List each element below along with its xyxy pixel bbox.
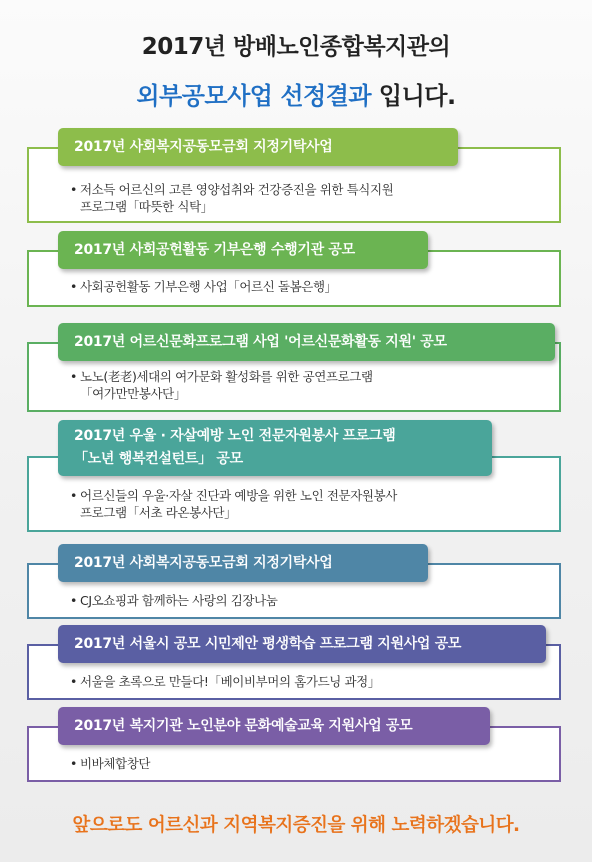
page-title-line2 <box>0 76 592 111</box>
section-7-header: 2017년 복지기관 노인분야 문화예술교육 지원사업 공모 <box>58 707 490 745</box>
section-3-desc: • 노노(老老)세대의 여가문화 활성화를 위한 공연프로그램 「여가만만봉사단」 <box>70 369 373 401</box>
section-5-desc: • CJ오쇼핑과 함께하는 사랑의 김장나눔 <box>70 593 278 608</box>
footer-message: 앞으로도 어르신과 지역복지증진을 위해 노력하겠습니다. <box>72 815 520 836</box>
section-6-header: 2017년 서울시 공모 시민제안 평생학습 프로그램 지원사업 공모 <box>58 625 546 663</box>
section-2-desc: • 사회공헌활동 기부은행 사업「어르신 돌봄은행」 <box>70 279 337 294</box>
section-7 <box>27 707 563 783</box>
title-highlight: 외부공모사업 선정결과 <box>136 82 372 110</box>
section-1-header: 2017년 사회복지공동모금회 지정기탁사업 <box>58 128 458 166</box>
section-6-desc: • 서울을 초록으로 만들다!「베이비부머의 홈가드닝 과정」 <box>70 674 380 689</box>
section-6 <box>27 625 563 701</box>
section-3-header: 2017년 어르신문화프로그램 사업 '어르신문화활동 지원' 공모 <box>58 323 555 361</box>
section-2 <box>27 231 563 308</box>
section-7-desc: • 비바체합창단 <box>70 756 151 771</box>
section-1-desc: • 저소득 어르신의 고른 영양섭취와 건강증진을 위한 특식지원 프로그램「따뜻한 식탁」 <box>70 182 394 214</box>
section-4-desc: • 어르신들의 우울·자살 진단과 예방을 위한 노인 전문자원봉사 프로그램「서초 라온봉사단」 <box>70 488 397 520</box>
section-1 <box>27 128 563 224</box>
section-4-header: 2017년 우울 · 자살예방 노인 전문자원봉사 프로그램 「노년 행복컨설턴트」 공모 <box>58 420 492 476</box>
section-4 <box>27 420 563 533</box>
page-title-line1: 2017년 방배노인종합복지관의 <box>141 34 451 60</box>
section-5-header: 2017년 사회복지공동모금회 지정기탁사업 <box>58 544 428 582</box>
section-3 <box>27 323 563 413</box>
section-2-header: 2017년 사회공헌활동 기부은행 수행기관 공모 <box>58 231 428 269</box>
section-5 <box>27 544 563 620</box>
title-rest: 입니다. <box>371 82 456 110</box>
